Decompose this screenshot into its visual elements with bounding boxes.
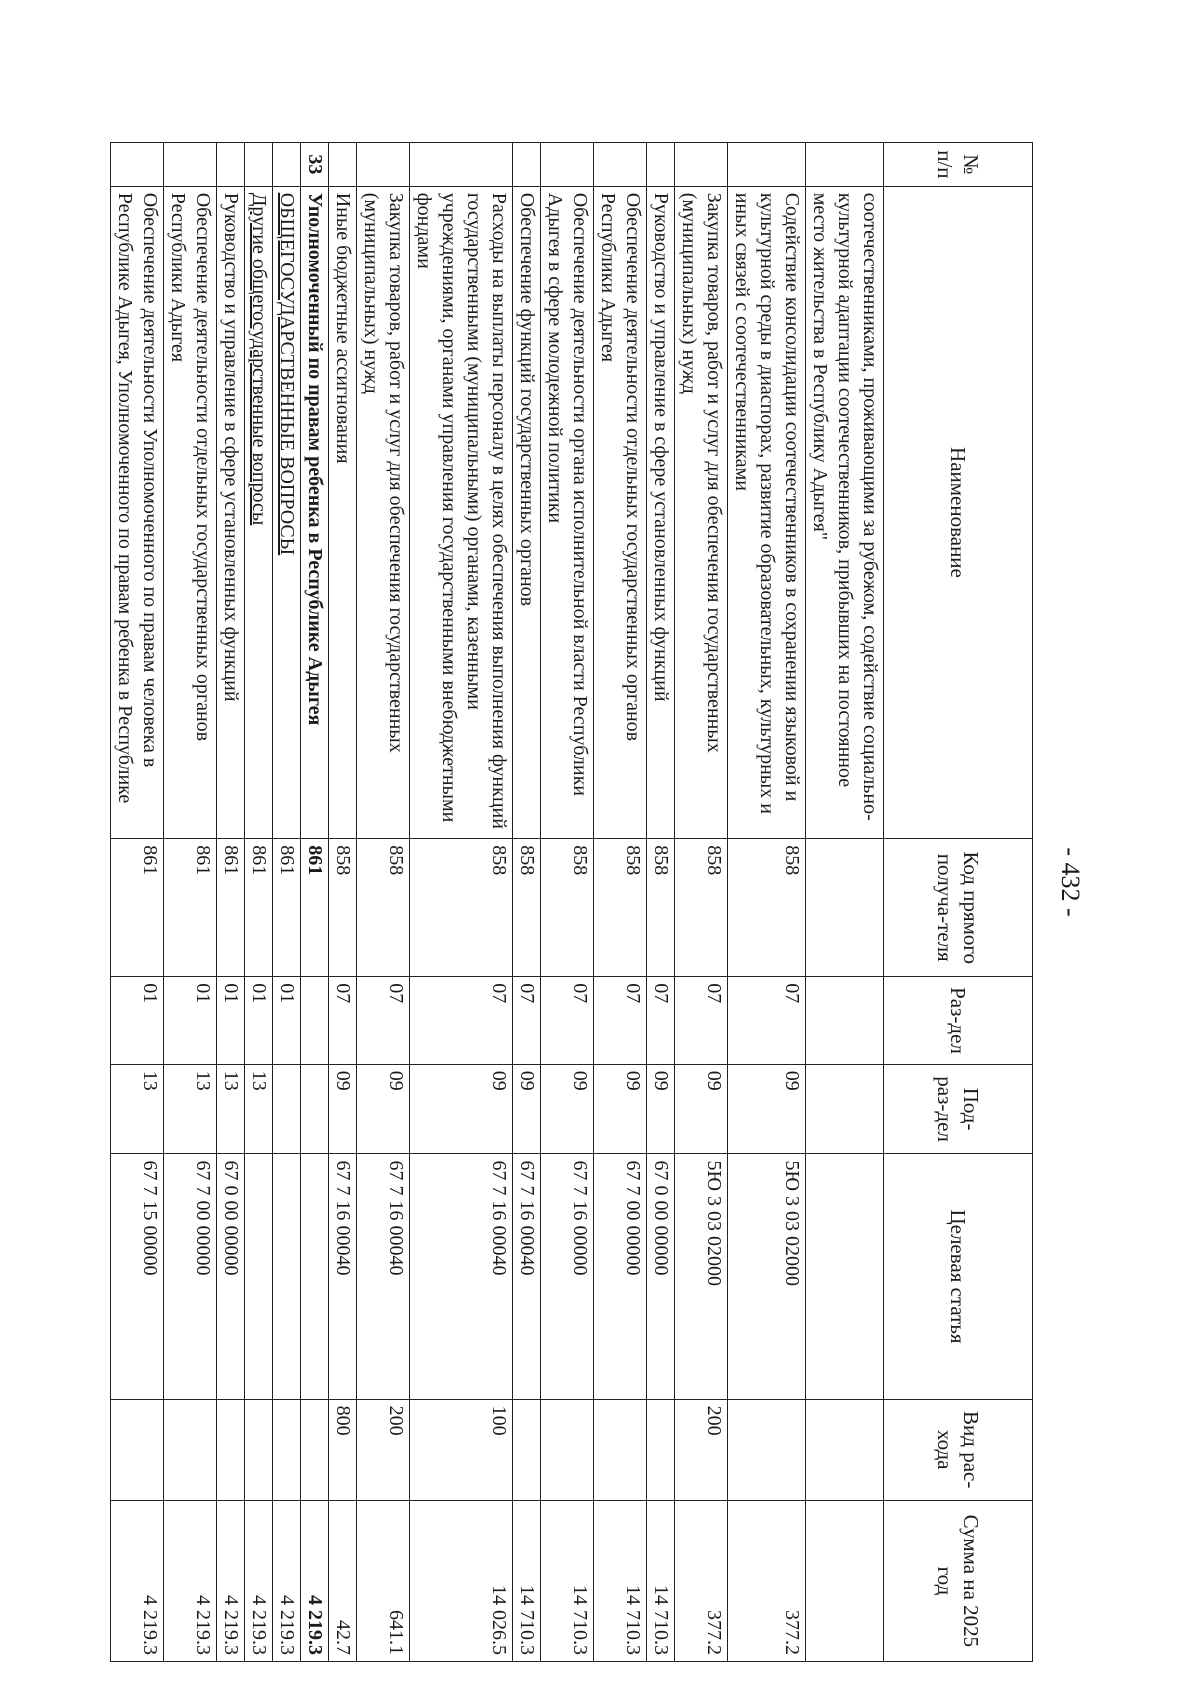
cell-recipient: 861 [301,839,329,977]
cell-subsection: 09 [675,1064,728,1154]
cell-expense [111,1399,164,1500]
cell-num [410,143,513,187]
header-name: Наименование [884,186,1033,838]
cell-expense [301,1399,329,1500]
cell-name: Расходы на выплаты персоналу в целях обеспечения выполнения функций государственными (муниципальными) органами, казенными учреждениями, органами управления государственными внебюджетными фондами [410,186,513,838]
cell-expense: 800 [329,1399,357,1500]
cell-subsection: 09 [728,1064,806,1154]
cell-recipient: 858 [541,839,594,977]
cell-amount: 4 219.3 [164,1500,217,1661]
cell-name: Закупка товаров, работ и услуг для обеспечения государственных (муниципальных) нужд [357,186,410,838]
cell-amount: 4 219.3 [273,1500,301,1661]
table-row [245,143,273,1662]
cell-subsection: 09 [647,1064,675,1154]
cell-num [329,143,357,187]
budget-table [110,142,1033,1662]
cell-num [357,143,410,187]
cell-subsection: 09 [410,1064,513,1154]
cell-subsection [301,1064,329,1154]
cell-expense [273,1399,301,1500]
cell-article: 67 7 16 00000 [541,1154,594,1399]
cell-amount: 4 219.3 [301,1500,329,1661]
cell-amount: 377.2 [675,1500,728,1661]
cell-article [806,1154,884,1399]
cell-name: соотечественниками, проживающими за рубежом, содействие социально-культурной адаптации соотечественников, прибывших на постоянное место жительства в Республику Адыгея" [806,186,884,838]
cell-section [806,977,884,1064]
cell-section: 07 [675,977,728,1064]
cell-expense [806,1399,884,1500]
cell-amount: 14 710.3 [647,1500,675,1661]
cell-amount: 377.2 [728,1500,806,1661]
table-row [675,143,728,1662]
cell-recipient [806,839,884,977]
cell-article: 67 7 00 00000 [164,1154,217,1399]
cell-article [301,1154,329,1399]
cell-subsection [806,1064,884,1154]
header-section: Раз-дел [884,977,1033,1064]
cell-section: 07 [541,977,594,1064]
cell-recipient: 861 [217,839,245,977]
table-row [806,143,884,1662]
cell-recipient: 858 [594,839,647,977]
cell-expense [647,1399,675,1500]
cell-amount: 4 219.3 [217,1500,245,1661]
table-row [164,143,217,1662]
cell-section: 07 [647,977,675,1064]
cell-recipient: 861 [111,839,164,977]
table-row [647,143,675,1662]
cell-num [111,143,164,187]
cell-recipient: 858 [647,839,675,977]
table-row [728,143,806,1662]
table-row [541,143,594,1662]
cell-name [273,186,301,838]
cell-name-text: ОБЩЕГОСУДАРСТВЕННЫЕ ВОПРОСЫ [276,192,298,556]
cell-section: 01 [164,977,217,1064]
cell-subsection: 09 [329,1064,357,1154]
cell-article: 67 7 16 00040 [410,1154,513,1399]
cell-expense: 200 [357,1399,410,1500]
cell-amount [806,1500,884,1661]
header-num: № п/п [884,143,1033,187]
cell-num [164,143,217,187]
header-subsection: Под-раз-дел [884,1064,1033,1154]
table-row [410,143,513,1662]
table-row [594,143,647,1662]
cell-expense [541,1399,594,1500]
cell-section: 01 [273,977,301,1064]
cell-recipient: 861 [273,839,301,977]
cell-article: 5Ю 3 03 02000 [728,1154,806,1399]
cell-article: 67 0 00 00000 [647,1154,675,1399]
cell-expense [513,1399,541,1500]
cell-section: 07 [594,977,647,1064]
cell-name: Обеспечение деятельности отдельных государственных органов Республики Адыгея [164,186,217,838]
table-header-row [884,143,1033,1662]
cell-name: Закупка товаров, работ и услуг для обеспечения государственных (муниципальных) нужд [675,186,728,838]
cell-name: Руководство и управление в сфере установленных функций [647,186,675,838]
cell-recipient: 858 [410,839,513,977]
cell-name [245,186,273,838]
cell-subsection: 09 [357,1064,410,1154]
cell-recipient: 861 [164,839,217,977]
header-expense: Вид рас-хода [884,1399,1033,1500]
cell-name: Содействие консолидации соотечественников в сохранении языковой и культурной среды в диаспорах, развитие образовательных, культурных и иных связей с соотечественниками [728,186,806,838]
cell-subsection: 09 [541,1064,594,1154]
table-row [513,143,541,1662]
cell-article: 67 7 00 00000 [594,1154,647,1399]
cell-recipient: 858 [513,839,541,977]
cell-num [541,143,594,187]
cell-recipient: 858 [675,839,728,977]
cell-subsection: 13 [164,1064,217,1154]
cell-amount: 4 219.3 [245,1500,273,1661]
cell-name: Руководство и управление в сфере установленных функций [217,186,245,838]
header-amount: Сумма на 2025 год [884,1500,1033,1661]
cell-num [217,143,245,187]
cell-num [594,143,647,187]
cell-num [245,143,273,187]
cell-num [513,143,541,187]
cell-subsection: 13 [217,1064,245,1154]
header-article: Целевая статья [884,1154,1033,1399]
cell-article: 67 7 15 00000 [111,1154,164,1399]
table-row [273,143,301,1662]
cell-article: 67 0 00 00000 [217,1154,245,1399]
table-row [301,143,329,1662]
cell-subsection [273,1064,301,1154]
rotated-document [114,92,1090,1672]
cell-section: 07 [728,977,806,1064]
table-row [111,143,164,1662]
page-number: - 432 - [1056,847,1085,917]
cell-amount: 14 710.3 [513,1500,541,1661]
cell-num [728,143,806,187]
cell-subsection: 13 [111,1064,164,1154]
cell-name: Иные бюджетные ассигнования [329,186,357,838]
table-row [329,143,357,1662]
cell-article: 5Ю 3 03 02000 [675,1154,728,1399]
cell-section: 01 [245,977,273,1064]
cell-num [675,143,728,187]
cell-section [301,977,329,1064]
cell-recipient: 858 [357,839,410,977]
cell-recipient: 858 [728,839,806,977]
cell-num [647,143,675,187]
cell-expense [594,1399,647,1500]
cell-section: 07 [329,977,357,1064]
cell-num [273,143,301,187]
cell-recipient: 858 [329,839,357,977]
cell-expense: 100 [410,1399,513,1500]
cell-expense: 200 [675,1399,728,1500]
cell-amount: 14 710.3 [541,1500,594,1661]
cell-name: Обеспечение деятельности Уполномоченного по правам человека в Республике Адыгея, Уполномоченного по правам ребенка в Республике [111,186,164,838]
cell-amount: 42.7 [329,1500,357,1661]
cell-expense [728,1399,806,1500]
cell-name-text: Другие общегосударственные вопросы [248,192,270,526]
cell-subsection: 09 [513,1064,541,1154]
cell-article [245,1154,273,1399]
cell-amount: 641.1 [357,1500,410,1661]
cell-expense [245,1399,273,1500]
cell-section: 01 [111,977,164,1064]
cell-amount: 4 219.3 [111,1500,164,1661]
cell-article: 67 7 16 00040 [329,1154,357,1399]
header-recipient: Код прямого получа-теля [884,839,1033,977]
cell-article: 67 7 16 00040 [357,1154,410,1399]
table-row [357,143,410,1662]
cell-recipient: 861 [245,839,273,977]
cell-article [273,1154,301,1399]
cell-name: Обеспечение деятельности органа исполнительной власти Республики Адыгея в сфере молодежной политики [541,186,594,838]
cell-subsection: 13 [245,1064,273,1154]
cell-amount: 14 710.3 [594,1500,647,1661]
cell-name: Обеспечение деятельности отдельных государственных органов Республики Адыгея [594,186,647,838]
cell-section: 01 [217,977,245,1064]
cell-article: 67 7 16 00040 [513,1154,541,1399]
cell-name: Обеспечение функций государственных органов [513,186,541,838]
table-row [217,143,245,1662]
cell-amount: 14 026.5 [410,1500,513,1661]
cell-num: 33 [301,143,329,187]
cell-section: 07 [513,977,541,1064]
cell-section: 07 [357,977,410,1064]
cell-name: Уполномоченный по правам ребенка в Республике Адыгея [301,186,329,838]
cell-subsection: 09 [594,1064,647,1154]
cell-expense [217,1399,245,1500]
cell-num [806,143,884,187]
cell-section: 07 [410,977,513,1064]
cell-expense [164,1399,217,1500]
